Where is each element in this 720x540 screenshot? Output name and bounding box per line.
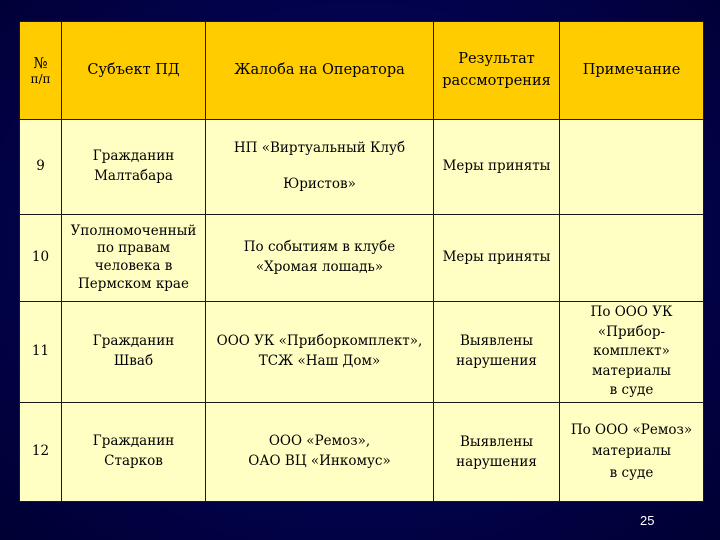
subject-line: Уполномоченный <box>70 222 197 239</box>
header-result-line1: Результат <box>458 51 535 68</box>
row-result <box>434 215 560 302</box>
row-subject <box>62 215 206 302</box>
header-complaint: Жалоба на Оператора <box>206 22 434 120</box>
table-row <box>20 403 704 502</box>
row-number: 12 <box>20 403 62 502</box>
complaint-line: ООО УК «Приборкомплект», <box>216 333 423 350</box>
complaints-table <box>19 21 704 502</box>
header-note: Примечание <box>560 22 704 120</box>
note-line: По ООО УК <box>590 304 673 321</box>
row-result <box>434 120 560 215</box>
subject-line: Пермском крае <box>78 275 189 292</box>
page-number: 25 <box>640 513 655 528</box>
row-complaint <box>206 120 434 215</box>
subject-line: Гражданин <box>92 333 175 350</box>
complaint-line: НП «Виртуальный Клуб <box>233 140 406 157</box>
subject-line: Старков <box>104 453 163 469</box>
subject-line: по правам <box>96 240 171 257</box>
row-number: 9 <box>20 120 62 215</box>
row-subject <box>62 403 206 502</box>
complaint-line: ОАО ВЦ «Инкомус» <box>248 453 391 469</box>
subject-line: Гражданин <box>92 148 175 165</box>
header-result-line2: рассмотрения <box>442 72 551 89</box>
row-subject <box>62 120 206 215</box>
row-note <box>560 215 704 302</box>
result-line: Меры приняты <box>442 249 551 266</box>
note-line: «Прибор- <box>597 323 666 340</box>
header-result <box>434 22 560 120</box>
result-line: Меры приняты <box>442 158 551 175</box>
row-note <box>560 120 704 215</box>
complaint-line: «Хромая лошадь» <box>255 259 384 275</box>
row-number: 10 <box>20 215 62 302</box>
note-line: комплект» <box>593 343 670 360</box>
table-row <box>20 120 704 215</box>
result-line: Выявлены <box>459 433 534 450</box>
row-result <box>434 403 560 502</box>
result-line: Выявлены <box>459 333 534 350</box>
complaint-line: По событиям в клубе <box>243 239 396 256</box>
row-complaint <box>206 215 434 302</box>
row-number: 11 <box>20 302 62 403</box>
result-line: нарушения <box>456 454 537 470</box>
row-result <box>434 302 560 403</box>
table-row <box>20 302 704 403</box>
note-line: материалы <box>591 362 672 379</box>
subject-line: Малтабара <box>94 168 173 184</box>
header-subject: Субъект ПД <box>62 22 206 120</box>
header-number-sub: п/п <box>30 72 51 87</box>
subject-line: человека в <box>94 258 173 274</box>
complaint-line: ТСЖ «Наш Дом» <box>258 353 381 369</box>
row-subject <box>62 302 206 403</box>
complaint-line: Юристов» <box>283 176 356 192</box>
header-number-symbol: № <box>33 54 48 73</box>
note-line: в суде <box>609 464 654 481</box>
header-number <box>20 22 62 120</box>
complaint-line: ООО «Ремоз», <box>268 433 371 450</box>
subject-line: Гражданин <box>92 433 175 450</box>
table-row <box>20 215 704 302</box>
note-line: По ООО «Ремоз» <box>570 421 693 438</box>
note-line: материалы <box>591 443 672 460</box>
result-line: нарушения <box>456 353 537 369</box>
table-header-row <box>20 22 704 120</box>
subject-line: Шваб <box>113 353 154 369</box>
row-note <box>560 403 704 502</box>
note-line: в суде <box>609 382 654 399</box>
row-note <box>560 302 704 403</box>
row-complaint <box>206 302 434 403</box>
row-complaint <box>206 403 434 502</box>
